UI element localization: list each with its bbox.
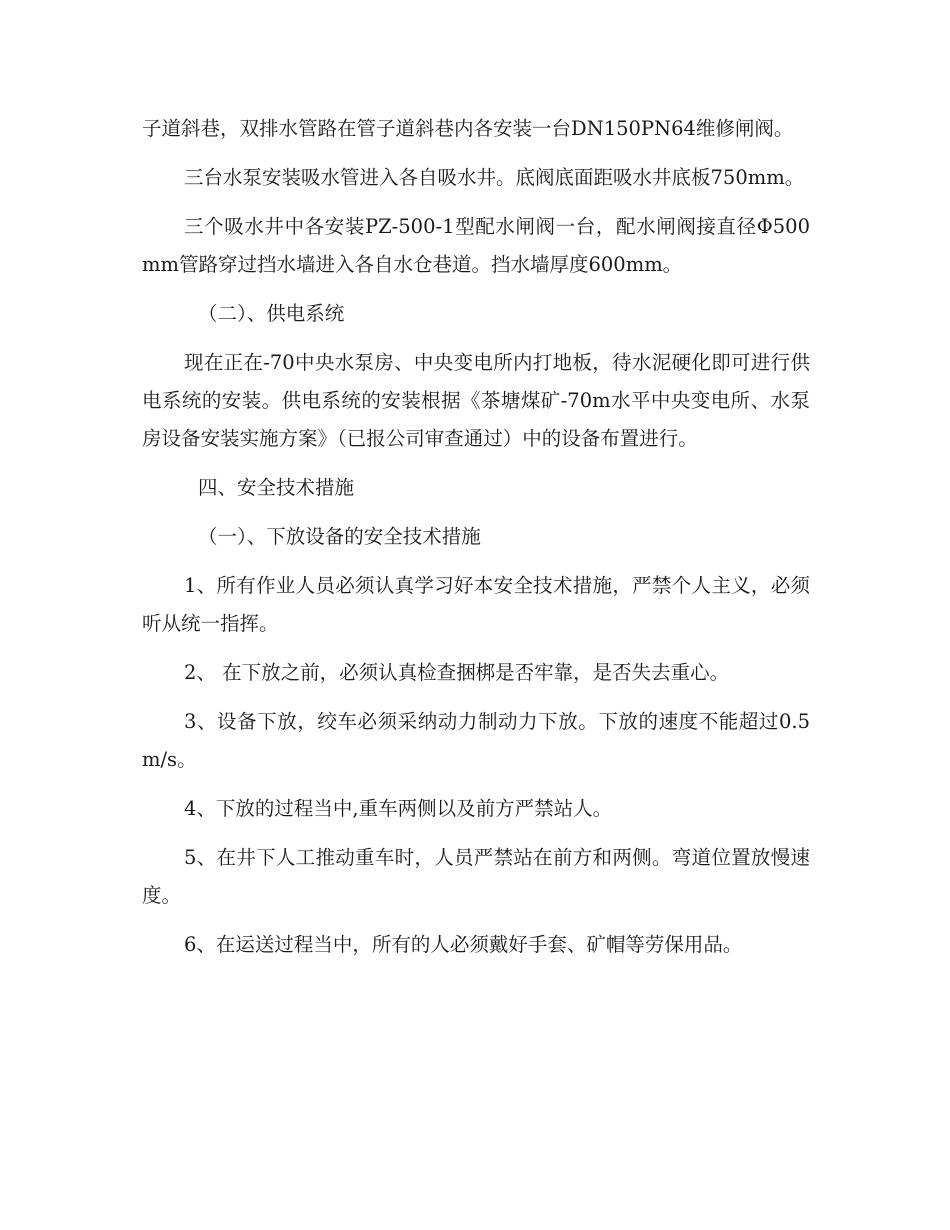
section-heading-safety-measures: 四、安全技术措施 — [198, 476, 355, 499]
list-item-6: 6、在运送过程当中，所有的人必须戴好手套、矿帽等劳保用品。 — [184, 933, 743, 956]
subsection-heading-lowering-safety: （一）、下放设备的安全技术措施 — [198, 525, 481, 548]
paragraph-distribution-valve: 三个吸水井中各安装PZ-500-1型配水闸阀一台，配水闸阀接直径Φ500mm管路穿过挡水墙进入各自水仓巷道。挡水墙厚度600mm。 — [142, 215, 810, 276]
paragraph-suction-pipe: 三台水泵安装吸水管进入各自吸水井。底阀底面距吸水井底板750mm。 — [184, 166, 805, 189]
paragraph-drain-valve: 子道斜巷，双排水管路在管子道斜巷内各安装一台DN150PN64维修闸阀。 — [142, 117, 794, 140]
paragraph-power-supply: 现在正在-70中央水泵房、中央变电所内打地板，待水泥硬化即可进行供电系统的安装。供电系统的安装根据《茶塘煤矿-70m水平中央变电所、水泵房设备安装实施方案》（已报公司审查通过）中的设备布置进行。 — [142, 351, 810, 450]
document-body — [142, 110, 810, 975]
list-item-4: 4、下放的过程当中,重车两侧以及前方严禁站人。 — [184, 797, 613, 820]
list-item-2: 2、 在下放之前，必须认真检查捆梆是否牢靠，是否失去重心。 — [184, 661, 730, 684]
list-item-5: 5、在井下人工推动重车时，人员严禁站在前方和两侧。弯道位置放慢速度。 — [142, 846, 810, 907]
list-item-3: 3、设备下放，绞车必须采纳动力制动力下放。下放的速度不能超过0.5m/s。 — [142, 710, 810, 771]
section-heading-power-supply: （二）、供电系统 — [198, 302, 345, 325]
list-item-1: 1、所有作业人员必须认真学习好本安全技术措施，严禁个人主义，必须听从统一指挥。 — [142, 574, 810, 635]
